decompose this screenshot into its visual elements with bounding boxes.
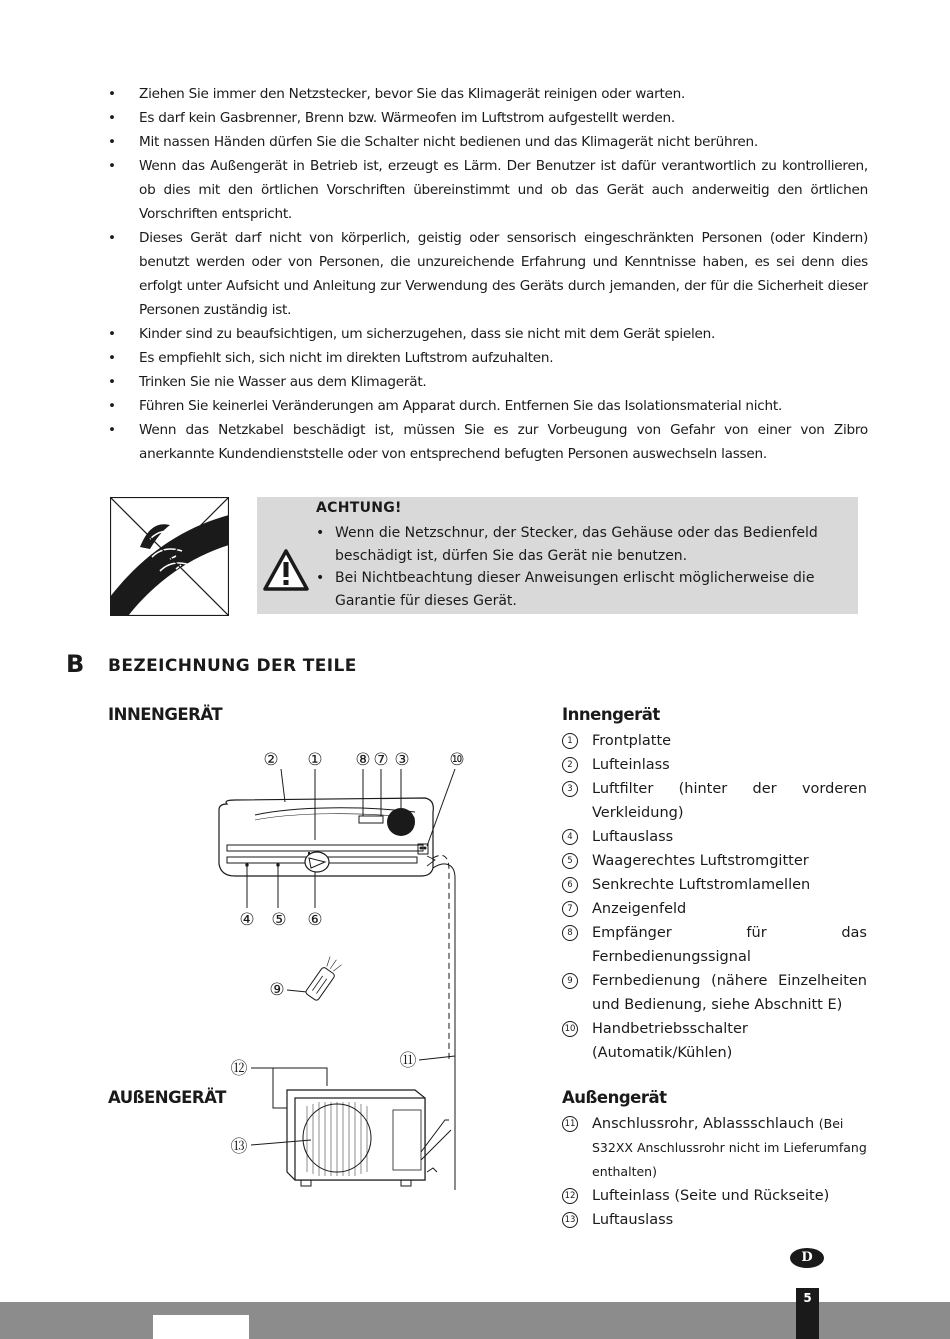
list-item: • Es darf kein Gasbrenner, Brenn bzw. Wärmeofen im Luftstrom aufgestellt werden.: [108, 110, 675, 126]
list-item: • Es empfiehlt sich, sich nicht im direkten Luftstrom aufzuhalten.: [108, 350, 554, 366]
exclamation-triangle-icon: [263, 549, 309, 591]
part-number-badge: 9: [562, 973, 578, 989]
list-item: 12 Lufteinlass (Seite und Rückseite): [562, 1184, 867, 1208]
list-item: 11 Anschlussrohr, Ablassschlauch (Bei S32XX Anschlussrohr nicht im Lieferumfang enthalten): [562, 1112, 867, 1184]
callout-2: ②: [263, 750, 279, 770]
list-item: 2 Lufteinlass: [562, 753, 867, 777]
safety-instructions-list: [108, 82, 868, 466]
list-item: • Kinder sind zu beaufsichtigen, um sicherzugehen, dass sie nicht mit dem Gerät spielen.: [108, 326, 716, 342]
list-item: • Ziehen Sie immer den Netzstecker, bevor Sie das Klimagerät reinigen oder warten.: [108, 86, 686, 102]
list-item: • Wenn das Netzkabel beschädigt ist, müssen Sie es zur Vorbeugung von Gefahr von einer von Zibro anerkannte Kundendienststelle oder von entsprechend befugten Personen auswechseln lassen.: [108, 422, 868, 462]
indoor-parts-heading: Innengerät: [562, 705, 660, 724]
callout-8: ⑧: [355, 750, 371, 770]
warning-list: [316, 522, 846, 612]
callout-13: ⑬: [230, 1137, 248, 1157]
callout-11: ⑪: [399, 1051, 417, 1071]
list-item: 1 Frontplatte: [562, 729, 867, 753]
list-item: 6 Senkrechte Luftstromlamellen: [562, 873, 867, 897]
list-item: 5 Waagerechtes Luftstromgitter: [562, 849, 867, 873]
indoor-unit-label: INNENGERÄT: [108, 705, 223, 724]
indoor-parts-list: [562, 729, 867, 1065]
callout-10: ⑩: [449, 750, 465, 770]
outdoor-unit-label: AUßENGERÄT: [108, 1088, 226, 1107]
warning-title: ACHTUNG!: [316, 500, 402, 516]
list-item: 7 Anzeigenfeld: [562, 897, 867, 921]
footer-block: [153, 1315, 249, 1339]
list-item: 13 Luftauslass: [562, 1208, 867, 1232]
list-item: 3 Luftfilter (hinter der vorderen Verkleidung): [562, 777, 867, 825]
callout-3: ③: [394, 750, 410, 770]
part-number-badge: 2: [562, 757, 578, 773]
part-number-badge: 11: [562, 1116, 578, 1132]
part-number-badge: 13: [562, 1212, 578, 1228]
list-item: • Führen Sie keinerlei Veränderungen am Apparat durch. Entfernen Sie das Isolationsmaterial nicht.: [108, 398, 783, 414]
part-number-badge: 1: [562, 733, 578, 749]
part-number-badge: 5: [562, 853, 578, 869]
section-letter: B: [66, 650, 85, 678]
callout-12: ⑫: [230, 1059, 248, 1079]
callout-7: ⑦: [373, 750, 389, 770]
list-item: • Wenn das Außengerät in Betrieb ist, erzeugt es Lärm. Der Benutzer ist dafür verantwortlich zu kontrollieren, ob dies mit den örtlichen Vorschriften übereinstimmt und ob das Gerät auch anderweitig den örtlichen Vorschriften entspricht.: [108, 158, 868, 222]
callout-4: ④: [239, 910, 255, 930]
language-badge: D: [790, 1248, 824, 1268]
parts-diagram: [215, 740, 475, 1200]
callout-6: ⑥: [307, 910, 323, 930]
list-item: • Bei Nichtbeachtung dieser Anweisungen erlischt möglicherweise die Garantie für dieses Gerät.: [316, 570, 815, 609]
part-number-badge: 10: [562, 1021, 578, 1037]
callout-5: ⑤: [271, 910, 287, 930]
section-title: BEZEICHNUNG DER TEILE: [108, 656, 357, 676]
outdoor-parts-list: [562, 1112, 867, 1232]
list-item: 4 Luftauslass: [562, 825, 867, 849]
list-item: 8 Empfänger für das Fernbedienungssignal: [562, 921, 867, 969]
part-number-badge: 4: [562, 829, 578, 845]
list-item: • Dieses Gerät darf nicht von körperlich, geistig oder sensorisch eingeschränkten Personen (oder Kindern) benutzt werden oder von Personen, die unzureichende Erfahrung und Kenntnisse haben, es sei denn dies erfolgt unter Aufsicht und Anleitung zur Verwendung des Geräts durch jemanden, der für die Sicherheit dieser Personen zuständig ist.: [108, 230, 868, 318]
no-water-spray-icon: [110, 497, 229, 616]
outdoor-parts-heading: Außengerät: [562, 1088, 667, 1107]
callout-1: ①: [307, 750, 323, 770]
part-number-badge: 8: [562, 925, 578, 941]
part-number-badge: 12: [562, 1188, 578, 1204]
part-number-badge: 3: [562, 781, 578, 797]
callout-9: ⑨: [269, 980, 285, 1000]
part-number-badge: 7: [562, 901, 578, 917]
list-item: 9 Fernbedienung (nähere Einzelheiten und Bedienung, siehe Abschnitt E): [562, 969, 867, 1017]
part-note: (Bei S32XX Anschlussrohr nicht im Lieferumfang enthalten): [592, 1116, 867, 1179]
list-item: • Mit nassen Händen dürfen Sie die Schalter nicht bedienen und das Klimagerät nicht berühren.: [108, 134, 758, 150]
page-number: 5: [796, 1288, 819, 1339]
list-item: 10 Handbetriebsschalter (Automatik/Kühlen): [562, 1017, 867, 1065]
part-number-badge: 6: [562, 877, 578, 893]
list-item: • Wenn die Netzschnur, der Stecker, das Gehäuse oder das Bedienfeld beschädigt ist, dürfen Sie das Gerät nie benutzen.: [316, 525, 818, 564]
list-item: • Trinken Sie nie Wasser aus dem Klimagerät.: [108, 374, 427, 390]
